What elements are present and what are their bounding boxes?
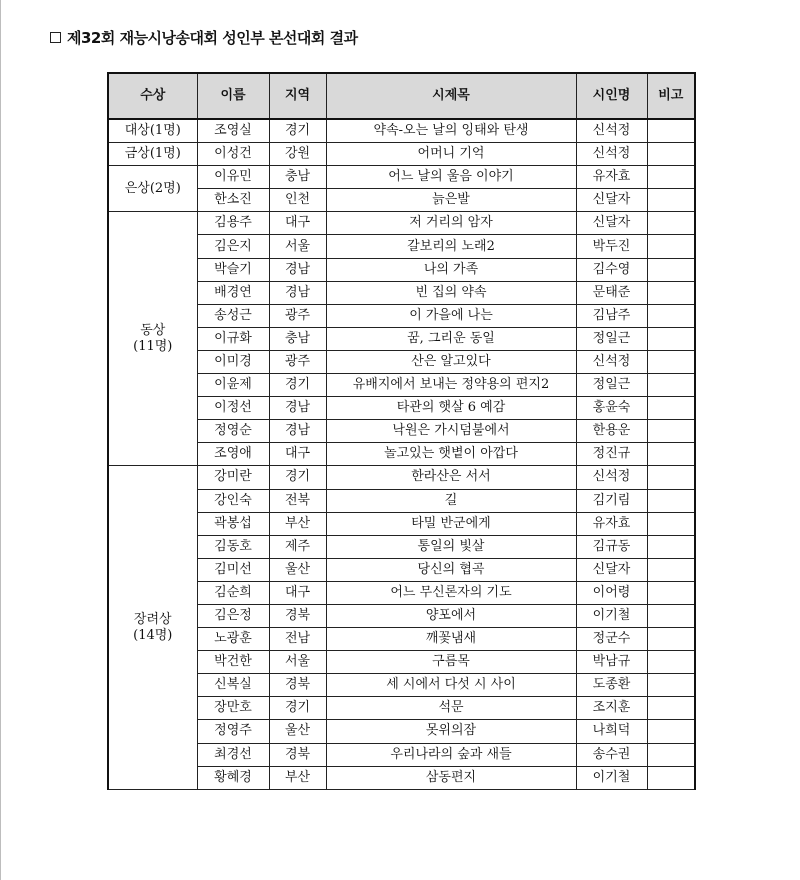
region-cell: 경북 — [269, 604, 326, 627]
remarks-cell — [647, 535, 695, 558]
remarks-cell — [647, 489, 695, 512]
poem-title-cell: 어느 무신론자의 기도 — [326, 581, 576, 604]
table-row — [108, 720, 695, 743]
table-row — [108, 143, 695, 166]
region-cell: 경남 — [269, 258, 326, 281]
remarks-cell — [647, 604, 695, 627]
name-cell: 박건한 — [197, 651, 269, 674]
poem-title-cell: 빈 집의 약속 — [326, 281, 576, 304]
region-cell: 경남 — [269, 397, 326, 420]
region-cell: 충남 — [269, 327, 326, 350]
poet-cell: 신달자 — [576, 189, 647, 212]
award-cell — [108, 119, 197, 143]
name-cell: 황혜경 — [197, 766, 269, 789]
name-cell: 배경연 — [197, 281, 269, 304]
award-label: 동상 — [140, 322, 166, 338]
results-table — [107, 72, 696, 790]
table-row — [108, 281, 695, 304]
poet-cell: 이기철 — [576, 766, 647, 789]
name-cell: 이윤제 — [197, 374, 269, 397]
table-row — [108, 697, 695, 720]
poet-cell: 문태준 — [576, 281, 647, 304]
remarks-cell — [647, 581, 695, 604]
region-cell: 충남 — [269, 166, 326, 189]
region-cell: 대구 — [269, 443, 326, 466]
poem-title-cell: 양포에서 — [326, 604, 576, 627]
name-cell: 강인숙 — [197, 489, 269, 512]
remarks-cell — [647, 258, 695, 281]
region-cell: 제주 — [269, 535, 326, 558]
remarks-cell — [647, 119, 695, 143]
poet-cell: 유자효 — [576, 512, 647, 535]
region-cell: 경기 — [269, 119, 326, 143]
name-cell: 김미선 — [197, 558, 269, 581]
poem-title-cell: 이 가을에 나는 — [326, 304, 576, 327]
remarks-cell — [647, 304, 695, 327]
poet-cell: 김남주 — [576, 304, 647, 327]
poet-cell: 이기철 — [576, 604, 647, 627]
poem-title-cell: 유배지에서 보내는 정약용의 편지2 — [326, 374, 576, 397]
region-cell: 대구 — [269, 581, 326, 604]
award-label: (14명) — [133, 627, 173, 643]
name-cell: 한소진 — [197, 189, 269, 212]
table-row — [108, 235, 695, 258]
award-label: 장려상 — [133, 611, 172, 627]
remarks-cell — [647, 674, 695, 697]
poet-cell: 한용운 — [576, 420, 647, 443]
table-row — [108, 674, 695, 697]
header-poem-title: 시제목 — [326, 73, 576, 119]
page-left-border — [0, 0, 1, 880]
table-row — [108, 258, 695, 281]
poem-title-cell: 약속-오는 날의 잉태와 탄생 — [326, 119, 576, 143]
poem-title-cell: 낙원은 가시덤불에서 — [326, 420, 576, 443]
poem-title-cell: 나의 가족 — [326, 258, 576, 281]
name-cell: 송성근 — [197, 304, 269, 327]
name-cell: 신복실 — [197, 674, 269, 697]
poem-title-cell: 삼동편지 — [326, 766, 576, 789]
poem-title-cell: 어느 날의 울음 이야기 — [326, 166, 576, 189]
poem-title-cell: 한라산은 서서 — [326, 466, 576, 489]
name-cell: 최경선 — [197, 743, 269, 766]
region-cell: 경북 — [269, 743, 326, 766]
name-cell: 이정선 — [197, 397, 269, 420]
poem-title-cell: 석문 — [326, 697, 576, 720]
remarks-cell — [647, 143, 695, 166]
remarks-cell — [647, 443, 695, 466]
award-label: 은상(2명) — [124, 180, 181, 196]
poem-title-cell: 통일의 빛살 — [326, 535, 576, 558]
poem-title-cell: 세 시에서 다섯 시 사이 — [326, 674, 576, 697]
table-row — [108, 166, 695, 189]
poet-cell: 김기림 — [576, 489, 647, 512]
poet-cell: 나희덕 — [576, 720, 647, 743]
remarks-cell — [647, 374, 695, 397]
region-cell: 대구 — [269, 212, 326, 235]
remarks-cell — [647, 628, 695, 651]
poem-title-cell: 어머니 기억 — [326, 143, 576, 166]
name-cell: 정영주 — [197, 720, 269, 743]
poem-title-cell: 못위의잠 — [326, 720, 576, 743]
poet-cell: 정일근 — [576, 374, 647, 397]
table-row — [108, 443, 695, 466]
region-cell: 경북 — [269, 674, 326, 697]
region-cell: 광주 — [269, 350, 326, 373]
region-cell: 부산 — [269, 766, 326, 789]
award-cell — [108, 166, 197, 212]
table-row — [108, 512, 695, 535]
name-cell: 이미경 — [197, 350, 269, 373]
name-cell: 김용주 — [197, 212, 269, 235]
remarks-cell — [647, 189, 695, 212]
header-award: 수상 — [108, 73, 197, 119]
remarks-cell — [647, 558, 695, 581]
name-cell: 김순희 — [197, 581, 269, 604]
remarks-cell — [647, 720, 695, 743]
poem-title-cell: 산은 알고있다 — [326, 350, 576, 373]
poem-title-cell: 우리나라의 숲과 새들 — [326, 743, 576, 766]
poet-cell: 신석정 — [576, 119, 647, 143]
document-title — [50, 27, 358, 48]
poet-cell: 신달자 — [576, 558, 647, 581]
poet-cell: 박두진 — [576, 235, 647, 258]
table-row — [108, 374, 695, 397]
remarks-cell — [647, 420, 695, 443]
remarks-cell — [647, 327, 695, 350]
poet-cell: 신석정 — [576, 350, 647, 373]
region-cell: 부산 — [269, 512, 326, 535]
region-cell: 울산 — [269, 558, 326, 581]
poet-cell: 정군수 — [576, 628, 647, 651]
award-cell — [108, 143, 197, 166]
name-cell: 이성건 — [197, 143, 269, 166]
region-cell: 경기 — [269, 374, 326, 397]
poem-title-cell: 꿈, 그리운 동일 — [326, 327, 576, 350]
table-row — [108, 766, 695, 789]
table-row — [108, 489, 695, 512]
remarks-cell — [647, 743, 695, 766]
poet-cell: 정일근 — [576, 327, 647, 350]
poet-cell: 김규동 — [576, 535, 647, 558]
results-body — [108, 119, 695, 789]
header-row — [108, 73, 695, 119]
name-cell: 곽봉섭 — [197, 512, 269, 535]
name-cell: 조영실 — [197, 119, 269, 143]
poem-title-cell: 타밀 반군에게 — [326, 512, 576, 535]
name-cell: 강미란 — [197, 466, 269, 489]
remarks-cell — [647, 466, 695, 489]
table-row — [108, 535, 695, 558]
remarks-cell — [647, 350, 695, 373]
remarks-cell — [647, 512, 695, 535]
poem-title-cell: 갈보리의 노래2 — [326, 235, 576, 258]
region-cell: 울산 — [269, 720, 326, 743]
table-row — [108, 119, 695, 143]
name-cell: 박슬기 — [197, 258, 269, 281]
region-cell: 인천 — [269, 189, 326, 212]
poet-cell: 홍윤숙 — [576, 397, 647, 420]
remarks-cell — [647, 166, 695, 189]
table-row — [108, 327, 695, 350]
region-cell: 경기 — [269, 466, 326, 489]
poet-cell: 신석정 — [576, 143, 647, 166]
region-cell: 전북 — [269, 489, 326, 512]
poem-title-cell: 당신의 협곡 — [326, 558, 576, 581]
name-cell: 김은정 — [197, 604, 269, 627]
award-label: 대상(1명) — [124, 123, 181, 139]
award-label: (11명) — [133, 338, 173, 354]
region-cell: 경남 — [269, 281, 326, 304]
poet-cell: 김수영 — [576, 258, 647, 281]
poem-title-cell: 늙은발 — [326, 189, 576, 212]
poet-cell: 이어령 — [576, 581, 647, 604]
region-cell: 서울 — [269, 651, 326, 674]
name-cell: 노광훈 — [197, 628, 269, 651]
table-row — [108, 189, 695, 212]
poem-title-cell: 놀고있는 햇볕이 아깝다 — [326, 443, 576, 466]
region-cell: 전남 — [269, 628, 326, 651]
remarks-cell — [647, 281, 695, 304]
name-cell: 정영순 — [197, 420, 269, 443]
checkbox-bullet-icon — [50, 32, 61, 43]
header-region: 지역 — [269, 73, 326, 119]
name-cell: 이유민 — [197, 166, 269, 189]
poet-cell: 유자효 — [576, 166, 647, 189]
name-cell: 김은지 — [197, 235, 269, 258]
remarks-cell — [647, 235, 695, 258]
remarks-cell — [647, 697, 695, 720]
remarks-cell — [647, 212, 695, 235]
header-remarks: 비고 — [647, 73, 695, 119]
region-cell: 경남 — [269, 420, 326, 443]
award-label: 금상(1명) — [124, 146, 181, 162]
table-row — [108, 743, 695, 766]
region-cell: 광주 — [269, 304, 326, 327]
award-cell — [108, 466, 197, 789]
table-row — [108, 212, 695, 235]
poem-title-cell: 저 거리의 암자 — [326, 212, 576, 235]
name-cell: 조영애 — [197, 443, 269, 466]
poet-cell: 박남규 — [576, 651, 647, 674]
table-row — [108, 350, 695, 373]
header-poet: 시인명 — [576, 73, 647, 119]
poem-title-cell: 구름목 — [326, 651, 576, 674]
name-cell: 장만호 — [197, 697, 269, 720]
poet-cell: 신석정 — [576, 466, 647, 489]
region-cell: 서울 — [269, 235, 326, 258]
name-cell: 이규화 — [197, 327, 269, 350]
table-row — [108, 581, 695, 604]
table-row — [108, 604, 695, 627]
table-row — [108, 420, 695, 443]
region-cell: 경기 — [269, 697, 326, 720]
header-name: 이름 — [197, 73, 269, 119]
remarks-cell — [647, 397, 695, 420]
remarks-cell — [647, 651, 695, 674]
poet-cell: 도종환 — [576, 674, 647, 697]
table-row — [108, 558, 695, 581]
table-row — [108, 651, 695, 674]
title-text: 제32회 재능시낭송대회 성인부 본선대회 결과 — [67, 29, 358, 47]
poem-title-cell: 깨꽃냄새 — [326, 628, 576, 651]
remarks-cell — [647, 766, 695, 789]
table-row — [108, 628, 695, 651]
poet-cell: 조지훈 — [576, 697, 647, 720]
table-row — [108, 466, 695, 489]
name-cell: 김동호 — [197, 535, 269, 558]
poet-cell: 정진규 — [576, 443, 647, 466]
poet-cell: 신달자 — [576, 212, 647, 235]
region-cell: 강원 — [269, 143, 326, 166]
poem-title-cell: 길 — [326, 489, 576, 512]
table-row — [108, 304, 695, 327]
poem-title-cell: 타관의 햇살 6 예감 — [326, 397, 576, 420]
poet-cell: 송수권 — [576, 743, 647, 766]
award-cell — [108, 212, 197, 466]
table-row — [108, 397, 695, 420]
